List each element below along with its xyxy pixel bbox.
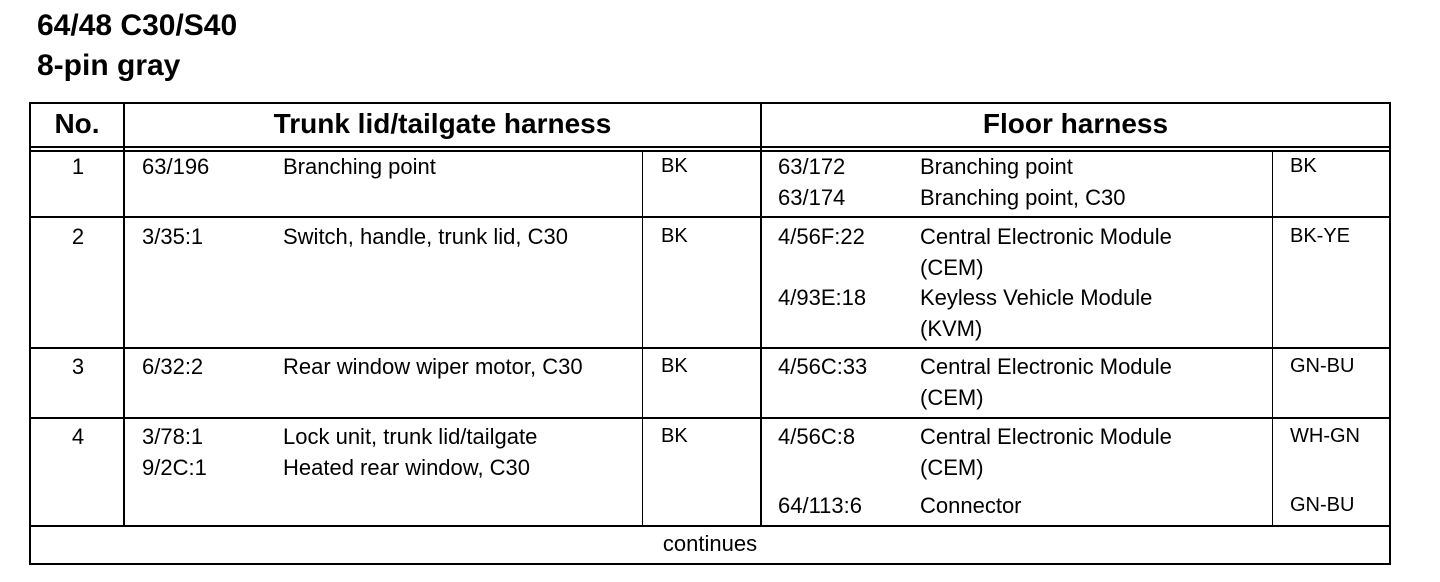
floor-code: 4/56C:8 — [778, 424, 856, 449]
floor-description-continued: (CEM) — [920, 455, 984, 480]
trunk-wire-color: BK — [661, 155, 688, 177]
row-divider-4 — [31, 525, 1389, 527]
column-header-trunk-harness: Trunk lid/tailgate harness — [273, 108, 612, 139]
trunk-description: Rear window wiper motor, C30 — [283, 354, 583, 379]
trunk-wire-color: BK — [661, 355, 688, 377]
floor-description: Branching point — [920, 154, 1073, 179]
floor-wire-color: GN-BU — [1290, 494, 1355, 516]
continues-note: continues — [662, 531, 758, 556]
floor-description: Branching point, C30 — [920, 185, 1126, 210]
floor-code: 4/56C:33 — [778, 354, 868, 379]
row-divider-1 — [31, 216, 1389, 218]
row-number: 4 — [71, 424, 85, 449]
trunk-code: 6/32:2 — [142, 354, 204, 379]
header-underline-1 — [31, 146, 1389, 148]
floor-wire-color: WH-GN — [1290, 425, 1360, 447]
header-underline-2 — [31, 150, 1389, 152]
divider-trunk-floor — [760, 104, 762, 527]
floor-description: Connector — [920, 493, 1022, 518]
trunk-description: Switch, handle, trunk lid, C30 — [283, 224, 568, 249]
floor-description-continued: (CEM) — [920, 255, 984, 280]
trunk-description: Heated rear window, C30 — [283, 455, 531, 480]
floor-code: 4/56F:22 — [778, 224, 865, 249]
column-header-floor-harness: Floor harness — [982, 108, 1169, 139]
floor-description: Central Electronic Module — [920, 354, 1172, 379]
row-number: 2 — [71, 224, 85, 249]
trunk-wire-color: BK — [661, 225, 688, 247]
row-number: 3 — [71, 354, 85, 379]
row-divider-2 — [31, 347, 1389, 349]
floor-code: 63/172 — [778, 154, 846, 179]
floor-description-continued: (CEM) — [920, 385, 984, 410]
trunk-description: Branching point — [283, 154, 436, 179]
floor-wire-color: BK-YE — [1290, 225, 1351, 247]
trunk-description: Lock unit, trunk lid/tailgate — [283, 424, 538, 449]
floor-code: 4/93E:18 — [778, 285, 867, 310]
page-subtitle: 8-pin gray — [37, 49, 181, 82]
floor-description: Keyless Vehicle Module — [920, 285, 1153, 310]
trunk-code: 3/35:1 — [142, 224, 204, 249]
trunk-code: 9/2C:1 — [142, 455, 207, 480]
floor-code: 64/113:6 — [778, 493, 863, 518]
floor-description: Central Electronic Module — [920, 424, 1172, 449]
floor-wire-color: GN-BU — [1290, 355, 1355, 377]
floor-wire-color: BK — [1290, 155, 1317, 177]
connector-table — [29, 102, 1391, 565]
page-title: 64/48 C30/S40 — [37, 9, 238, 42]
divider-trunk-color — [642, 150, 643, 527]
floor-description: Central Electronic Module — [920, 224, 1172, 249]
row-divider-3 — [31, 417, 1389, 419]
trunk-wire-color: BK — [661, 425, 688, 447]
trunk-code: 3/78:1 — [142, 424, 204, 449]
floor-code: 63/174 — [778, 185, 846, 210]
floor-description-continued: (KVM) — [920, 316, 983, 341]
column-header-no: No. — [54, 108, 100, 139]
trunk-code: 63/196 — [142, 154, 210, 179]
row-number: 1 — [71, 154, 85, 179]
divider-floor-color — [1272, 150, 1273, 527]
